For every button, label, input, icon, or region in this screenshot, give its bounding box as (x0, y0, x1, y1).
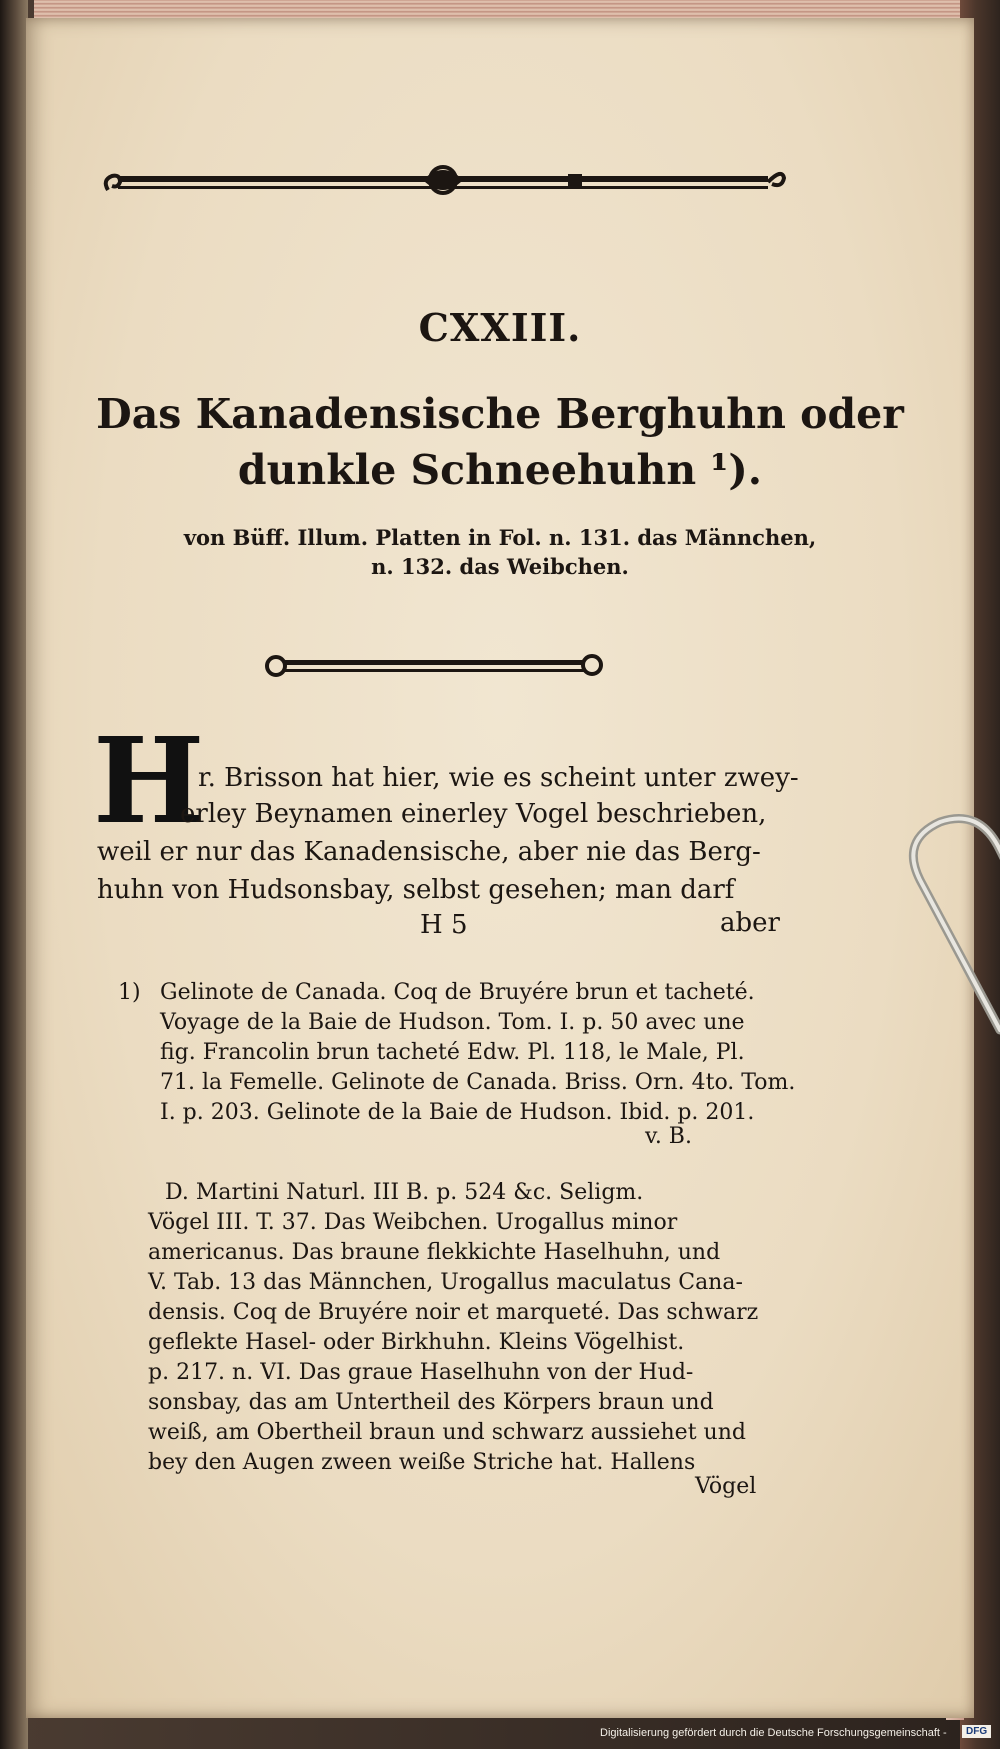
footnote2-line-5: densis. Coq de Bruyére noir et marqueté. Das schwarz (148, 1300, 759, 1325)
signature-mark: H 5 (420, 910, 468, 940)
middle-ornament-icon (262, 648, 607, 684)
body-line-1: r. Brisson hat hier, wie es scheint unter zwey- (198, 763, 799, 793)
footnote2-line-7: p. 217. n. VI. Das graue Haselhuhn von der Hud- (148, 1360, 694, 1385)
footnote-catchword: Vögel (695, 1474, 757, 1499)
footnote-line-1: Gelinote de Canada. Coq de Bruyére brun et tacheté. (160, 980, 755, 1005)
footnote2-line-6: geflekte Hasel- oder Birkhuhn. Kleins Vögelhist. (148, 1330, 685, 1355)
drop-cap: H (93, 711, 205, 850)
footnote-line-4: 71. la Femelle. Gelinote de Canada. Briss. Orn. 4to. Tom. (160, 1070, 796, 1095)
footnote2-line-2: Vögel III. T. 37. Das Weibchen. Urogallus minor (148, 1210, 678, 1235)
chapter-subtitle-line-1: von Büff. Illum. Platten in Fol. n. 131. das Männchen, (183, 525, 817, 550)
body-line-3: weil er nur das Kanadensische, aber nie das Berg- (97, 837, 761, 867)
dfg-logo: DFG (962, 1725, 991, 1738)
footnote2-line-3: americanus. Das braune flekkichte Haselhuhn, und (148, 1240, 721, 1265)
footnote-line-2: Voyage de la Baie de Hudson. Tom. I. p. 50 avec une (160, 1010, 745, 1035)
catchword: aber (720, 908, 780, 938)
footnote2-line-10: bey den Augen zween weiße Striche hat. Hallens (148, 1450, 696, 1475)
footnote2-line-4: V. Tab. 13 das Männchen, Urogallus maculatus Cana- (148, 1270, 743, 1295)
footnote-line-3: fig. Francolin brun tacheté Edw. Pl. 118, le Male, Pl. (160, 1040, 745, 1065)
top-ornament-icon (98, 160, 788, 210)
body-line-2: erley Beynamen einerley Vogel beschrieben, (180, 799, 767, 829)
chapter-title-line-1: Das Kanadensische Berghuhn oder (96, 390, 904, 438)
footnote-line-5: I. p. 203. Gelinote de la Baie de Hudson. Ibid. p. 201. (160, 1100, 755, 1125)
body-line-4: huhn von Hudsonsbay, selbst gesehen; man darf (97, 875, 735, 905)
chapter-number: CXXIII. (418, 305, 582, 350)
chapter-title-line-2: dunkle Schneehuhn ¹). (237, 446, 763, 494)
digitization-credit: Digitalisierung gefördert durch die Deutsche Forschungsgemeinschaft - (600, 1727, 947, 1739)
footnote-marker: 1) (118, 980, 141, 1005)
footnote2-line-1: D. Martini Naturl. III B. p. 524 &c. Seligm. (165, 1180, 644, 1205)
paper-clip-icon (880, 800, 1000, 1040)
book-spine-edge (0, 0, 28, 1749)
footnote2-line-8: sonsbay, das am Untertheil des Körpers braun und (148, 1390, 714, 1415)
footnote-editor-mark: v. B. (645, 1124, 692, 1149)
chapter-subtitle-line-2: n. 132. das Weibchen. (371, 554, 629, 579)
footnote2-line-9: weiß, am Obertheil braun und schwarz aussiehet und (148, 1420, 746, 1445)
